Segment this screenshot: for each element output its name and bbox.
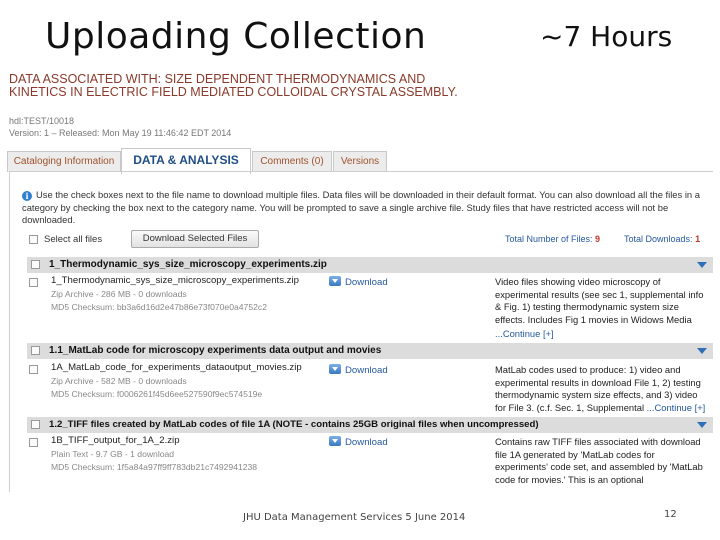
total-downloads-stat	[624, 234, 700, 244]
slide-hours-label: ~7 Hours	[540, 20, 673, 53]
file-name: 1B_TIFF_output_for_1A_2.zip	[51, 435, 180, 446]
file-description-text: Contains raw TIFF files associated with download file 1A generated by 'MatLab codes for experiments' code set, and assembled by 'MatLab code for movies.' This is an optional	[495, 436, 703, 485]
total-files-label: Total Number of Files:	[505, 234, 593, 244]
info-message	[22, 189, 712, 227]
tab-data-analysis[interactable]: DATA & ANALYSIS	[121, 148, 251, 174]
download-label: Download	[345, 365, 388, 376]
dataset-version: Version: 1 – Released: Mon May 19 11:46:42 EDT 2014	[9, 128, 232, 138]
category-checkbox[interactable]	[31, 346, 40, 355]
info-icon: i	[22, 191, 32, 201]
file-checkbox[interactable]	[29, 365, 38, 374]
download-link[interactable]	[329, 436, 388, 448]
tab-versions[interactable]: Versions	[333, 151, 387, 172]
total-downloads-label: Total Downloads:	[624, 234, 693, 244]
file-checksum: MD5 Checksum: bb3a6d16d2e47b86e73f070e0a4752c2	[51, 302, 267, 312]
category-header[interactable]	[27, 257, 713, 273]
download-label: Download	[345, 437, 388, 448]
category-name: 1.1_MatLab code for microscopy experiments data output and movies	[49, 345, 382, 356]
file-name: 1A_MatLab_code_for_experiments_dataoutput_movies.zip	[51, 362, 302, 373]
continue-link-label: ...Continue [+]	[495, 328, 554, 339]
collapse-caret-icon[interactable]	[697, 348, 707, 354]
file-description	[495, 436, 710, 486]
slide-title: Uploading Collection	[45, 16, 427, 57]
select-all-checkbox[interactable]	[29, 235, 38, 244]
file-description-text: Video files showing video microscopy of experimental results (see sec 1, supplemental info & Fig. 1) testing thermodynamic system size effects. Includes Fig 1 movies in Widows Media	[495, 276, 704, 325]
file-description-text: MatLab codes used to produce: 1) video and experimental results in download File 1, 2) testing thermodynamic system size effects, and 3) video for File 3. (c.f. Sec. 1, Supplemental	[495, 364, 701, 413]
download-selected-button[interactable]: Download Selected Files	[131, 230, 259, 248]
tab-bar	[7, 148, 713, 172]
download-icon	[329, 364, 341, 374]
category-name: 1_Thermodynamic_sys_size_microscopy_experiments.zip	[49, 259, 327, 270]
category-name: 1.2_TIFF files created by MatLab codes of file 1A (NOTE - contains 25GB original files when uncompressed)	[49, 419, 539, 430]
file-checkbox[interactable]	[29, 438, 38, 447]
download-label: Download	[345, 277, 388, 288]
collapse-caret-icon[interactable]	[697, 262, 707, 268]
file-checksum: MD5 Checksum: 1f5a84a97ff9ff783db21c7492941238	[51, 462, 258, 472]
file-meta: Zip Archive - 286 MB - 0 downloads	[51, 289, 187, 299]
download-link[interactable]	[329, 276, 388, 288]
continue-link[interactable]	[495, 328, 554, 341]
file-checksum: MD5 Checksum: f0006261f45d6ee527590f9ec574519e	[51, 389, 263, 399]
screenshot-panel	[7, 70, 713, 492]
total-downloads-value: 1	[695, 234, 701, 244]
continue-link[interactable]: ...Continue [+]	[646, 401, 706, 413]
download-icon	[329, 276, 341, 286]
download-link[interactable]	[329, 364, 388, 376]
tab-cataloging-information[interactable]: Cataloging Information	[7, 151, 121, 172]
download-icon	[329, 436, 341, 446]
file-name: 1_Thermodynamic_sys_size_microscopy_experiments.zip	[51, 275, 299, 286]
category-checkbox[interactable]	[31, 420, 40, 429]
category-checkbox[interactable]	[31, 260, 40, 269]
tab-comments[interactable]: Comments (0)	[252, 151, 332, 172]
category-header[interactable]	[27, 343, 713, 359]
total-files-stat	[505, 234, 600, 244]
dataset-title: DATA ASSOCIATED WITH: SIZE DEPENDENT THERMODYNAMICS AND KINETICS IN ELECTRIC FIELD MEDIATED COLLOIDAL CRYSTAL ASSEMBLY.	[9, 72, 458, 99]
file-checkbox[interactable]	[29, 278, 38, 287]
collapse-caret-icon[interactable]	[697, 422, 707, 428]
dataset-handle: hdl:TEST/10018	[9, 116, 75, 126]
slide-page-number: 12	[664, 509, 677, 520]
file-meta: Plain Text - 9.7 GB - 1 download	[51, 449, 175, 459]
category-header[interactable]	[27, 417, 713, 433]
total-files-value: 9	[595, 234, 601, 244]
info-text: Use the check boxes next to the file name to download multiple files. Data files will be downloaded in their default format. You can also download all the files in a category by checking the box next to the category name. You will be prompted to save a single archive file. Study files that have restricted access will not be downloaded.	[22, 189, 700, 225]
select-all-label: Select all files	[44, 234, 103, 245]
file-description	[495, 364, 710, 414]
file-meta: Zip Archive - 582 MB - 0 downloads	[51, 376, 187, 386]
slide-footer: JHU Data Management Services 5 June 2014	[243, 512, 466, 523]
file-description	[495, 276, 710, 326]
